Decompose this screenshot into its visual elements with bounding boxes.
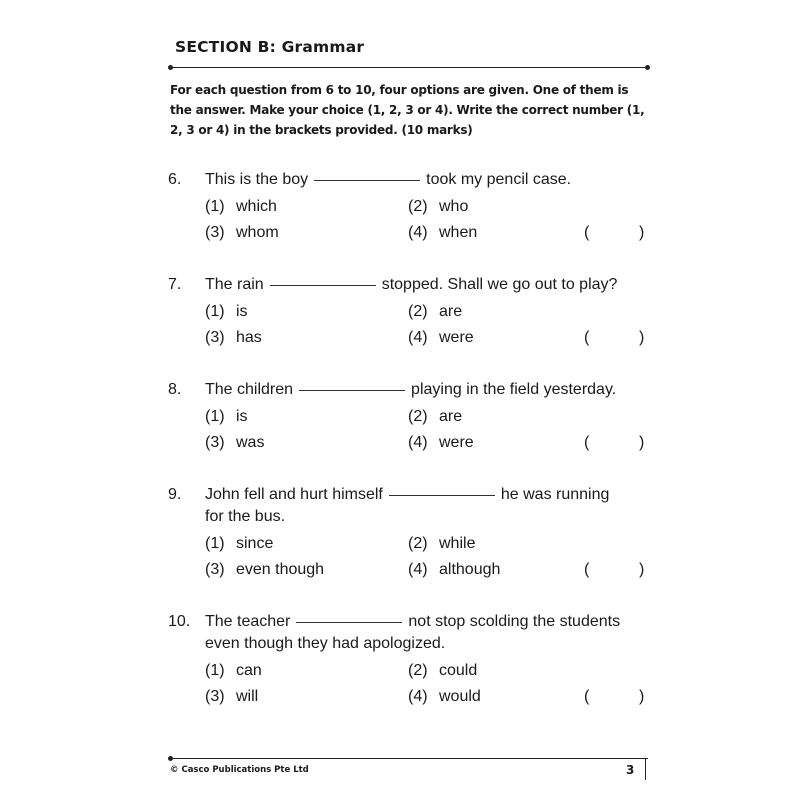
copyright-text: © Casco Publications Pte Ltd [170,765,309,775]
answer-bracket-close[interactable]: ) [639,434,645,451]
option-2 [408,406,462,428]
question-number: 8. [168,381,182,398]
option-label: (3) [205,688,225,705]
option-3 [205,686,258,708]
option-text: could [439,662,478,679]
option-label: (1) [205,408,225,425]
option-4 [408,432,474,454]
instructions: For each question from 6 to 10, four options are given. One of them is the answer. Make your choice (1, 2, 3 or 4). Write the correct number (1, 2, 3 or 4) in the brackets provided. (10 marks) [170,83,645,137]
option-3 [205,432,264,454]
answer-bracket-close[interactable]: ) [639,224,645,241]
rule-end-dot [645,65,650,70]
option-2 [408,660,477,682]
question-number: 7. [168,276,182,293]
option-label: (2) [408,535,428,552]
question-stem [205,484,609,506]
option-text: who [439,198,469,215]
option-text: will [236,688,259,705]
footer-tick [645,758,646,780]
option-label: (2) [408,198,428,215]
question-number: 9. [168,486,182,503]
question-stem [205,169,571,191]
option-label: (4) [408,561,428,578]
answer-bracket-open[interactable]: ( [584,688,590,705]
option-2 [408,196,468,218]
option-text: whom [236,224,279,241]
stem-after-blank: not stop scolding the students [408,613,621,630]
option-4 [408,222,477,244]
option-4 [408,686,481,708]
answer-bracket-open[interactable]: ( [584,434,590,451]
stem-after-blank: playing in the field yesterday. [411,381,617,398]
option-1 [205,196,277,218]
answer-bracket-open[interactable]: ( [584,561,590,578]
option-label: (4) [408,329,428,346]
option-label: (1) [205,535,225,552]
option-4 [408,559,500,581]
option-text: while [439,535,476,552]
option-text: was [236,434,265,451]
answer-bracket-close[interactable]: ) [639,688,645,705]
answer-blank[interactable] [389,494,495,496]
option-text: were [439,434,474,451]
option-label: (3) [205,561,225,578]
option-label: (3) [205,329,225,346]
rule-end-dot [168,65,173,70]
stem-after-blank: stopped. Shall we go out to play? [381,276,618,293]
stem-before-blank: The teacher [205,613,291,630]
option-label: (3) [205,434,225,451]
question-number: 6. [168,171,182,188]
option-3 [205,327,262,349]
option-label: (3) [205,224,225,241]
question-stem-continued: for the bus. [205,508,286,525]
stem-before-blank: The rain [205,276,264,293]
stem-before-blank: This is the boy [205,171,309,188]
stem-after-blank: took my pencil case. [426,171,572,188]
option-text: would [439,688,481,705]
option-text: although [439,561,501,578]
option-label: (4) [408,224,428,241]
question-stem [205,274,617,296]
answer-blank[interactable] [270,284,376,286]
stem-before-blank: The children [205,381,294,398]
option-1 [205,660,262,682]
footer-rule [170,758,648,759]
option-label: (1) [205,662,225,679]
option-label: (1) [205,198,225,215]
answer-blank[interactable] [314,179,420,181]
option-1 [205,406,248,428]
option-label: (4) [408,688,428,705]
question-number: 10. [168,613,191,630]
answer-blank[interactable] [299,389,405,391]
option-2 [408,533,475,555]
option-label: (1) [205,303,225,320]
option-3 [205,222,279,244]
stem-before-blank: John fell and hurt himself [205,486,383,503]
option-text: were [439,329,474,346]
page-number: 3 [626,763,635,777]
answer-bracket-close[interactable]: ) [639,561,645,578]
question-stem [205,611,620,633]
option-text: is [236,303,248,320]
stem-after-blank: he was running [500,486,610,503]
answer-bracket-open[interactable]: ( [584,224,590,241]
option-2 [408,301,462,323]
option-3 [205,559,324,581]
answer-bracket-close[interactable]: ) [639,329,645,346]
option-text: are [439,408,463,425]
option-text: has [236,329,262,346]
option-1 [205,301,248,323]
option-text: even though [236,561,325,578]
answer-blank[interactable] [296,621,402,623]
option-label: (2) [408,303,428,320]
answer-bracket-open[interactable]: ( [584,329,590,346]
option-text: can [236,662,262,679]
option-text: since [236,535,274,552]
option-label: (4) [408,434,428,451]
option-text: are [439,303,463,320]
header-rule [170,67,648,68]
option-label: (2) [408,408,428,425]
section-title: SECTION B: Grammar [175,38,365,56]
option-4 [408,327,474,349]
rule-end-dot [168,756,173,761]
option-text: which [236,198,277,215]
question-stem [205,379,616,401]
option-label: (2) [408,662,428,679]
option-text: when [439,224,478,241]
option-1 [205,533,273,555]
option-text: is [236,408,248,425]
question-stem-continued: even though they had apologized. [205,635,446,652]
